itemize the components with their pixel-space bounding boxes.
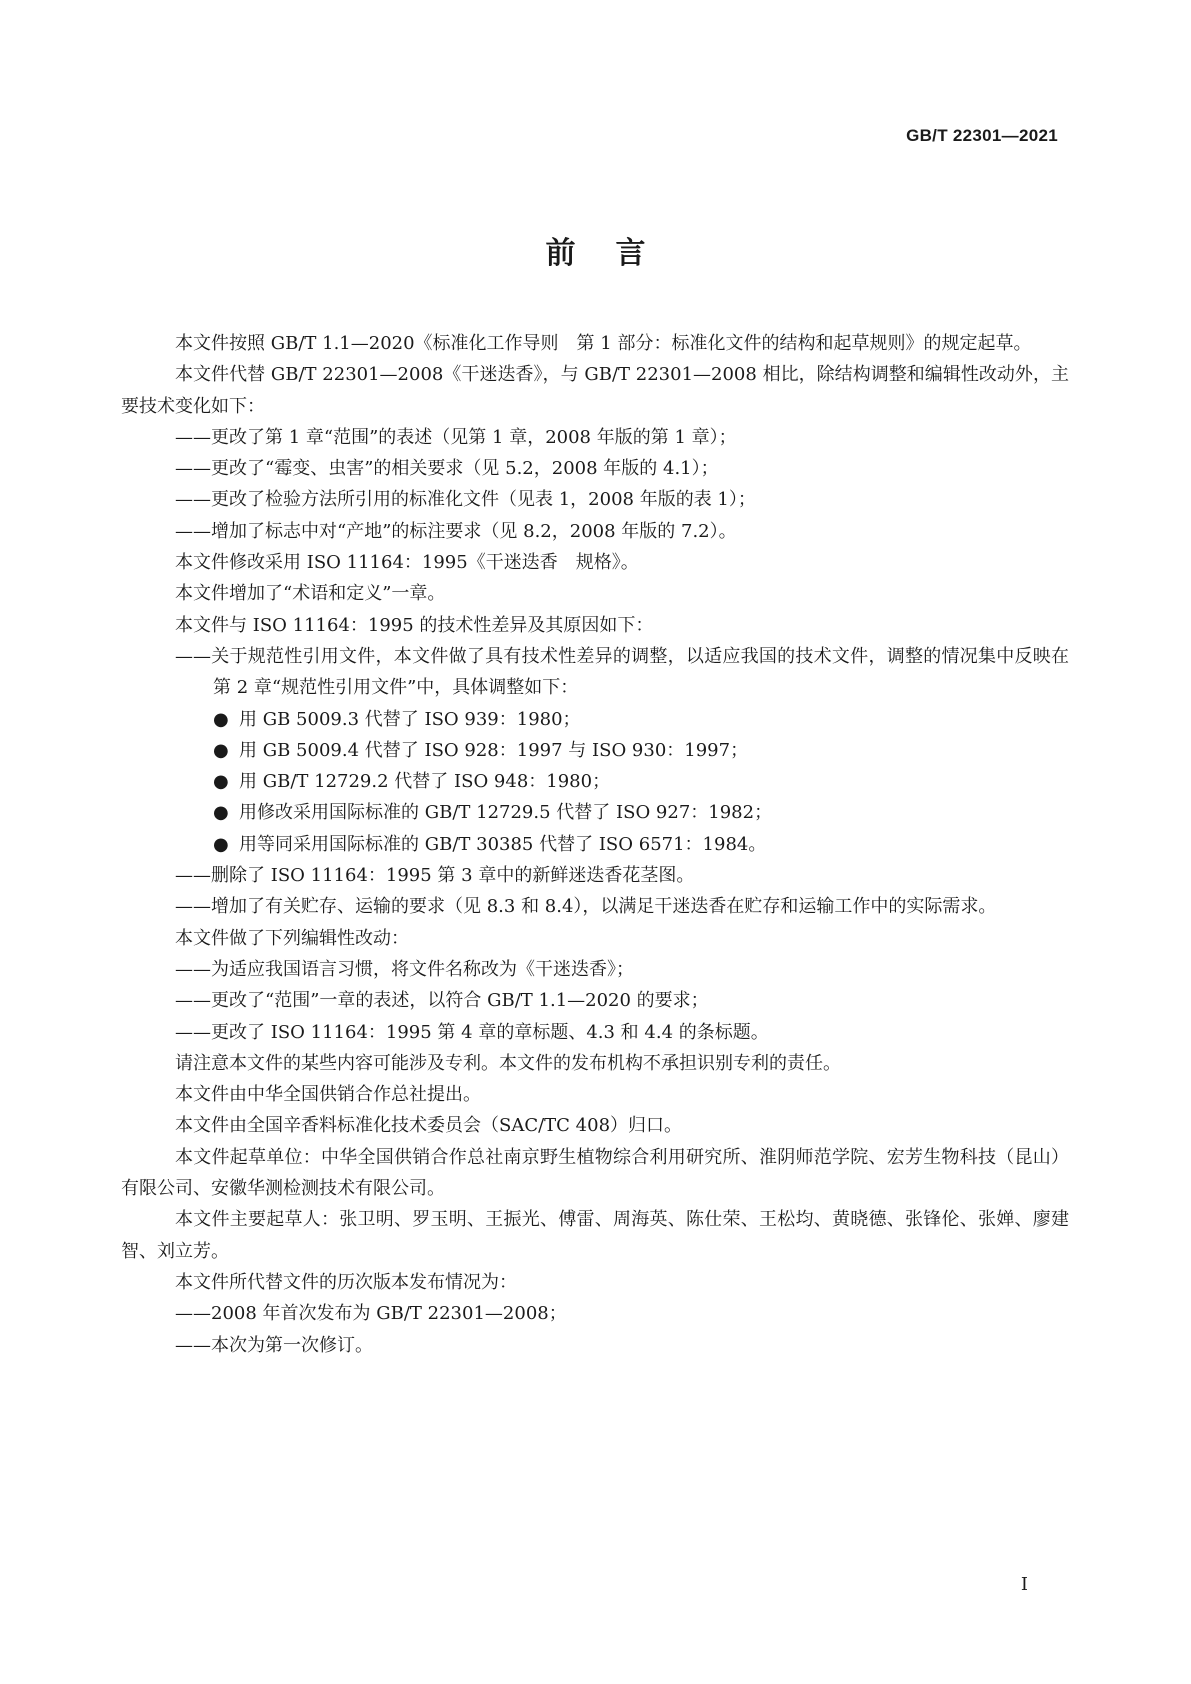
bullet-item [121, 829, 1069, 860]
bullet-item [121, 735, 1069, 766]
bullet-icon: ● [213, 771, 229, 793]
paragraph-editorial-changes: 本文件做了下列编辑性改动： [175, 927, 409, 949]
paragraph-drafters: 本文件主要起草人：张卫明、罗玉明、王振光、傅雷、周海英、陈仕荣、王松均、黄晓德、张锋伦、张婵、廖建智、刘立芳。 [121, 1209, 1069, 1262]
bullet-text: 用 GB 5009.4 代替了 ISO 928：1997 与 ISO 930：1997； [239, 739, 749, 761]
document-code: GB/T 22301—2021 [906, 126, 1058, 145]
change-item: ——更改了“霉变、虫害”的相关要求（见 5.2，2008 年版的 4.1）； [175, 458, 719, 480]
bullet-item [121, 704, 1069, 735]
paragraph-proposed-by: 本文件由中华全国供销合作总社提出。 [175, 1084, 481, 1106]
bullet-icon: ● [213, 739, 229, 761]
history-item: ——本次为第一次修订。 [175, 1334, 373, 1356]
bullet-item [121, 766, 1069, 797]
page-number: I [1020, 1574, 1028, 1595]
bullet-item [121, 797, 1069, 828]
change-item: ——增加了标志中对“产地”的标注要求（见 8.2，2008 年版的 7.2）。 [175, 520, 737, 542]
paragraph-drafting-rules: 本文件按照 GB/T 1.1—2020《标准化工作导则 第 1 部分：标准化文件的结构和起草规则》的规定起草。 [175, 333, 1032, 354]
page-title: 前言 [545, 236, 686, 271]
paragraph-replaces: 本文件代替 GB/T 22301—2008《干迷迭香》，与 GB/T 22301—2008 相比，除结构调整和编辑性改动外，主要技术变化如下： [121, 364, 1069, 417]
bullet-text: 用等同采用国际标准的 GB/T 30385 代替了 ISO 6571：1984。 [239, 833, 767, 855]
edit-item: ——更改了“范围”一章的表述，以符合 GB/T 1.1—2020 的要求； [175, 990, 709, 1012]
paragraph-differences: 本文件与 ISO 11164：1995 的技术性差异及其原因如下： [175, 614, 654, 636]
edit-item: ——为适应我国语言习惯，将文件名称改为《干迷迭香》； [175, 958, 634, 980]
bullet-text: 用 GB 5009.3 代替了 ISO 939：1980； [239, 708, 581, 730]
change-item: ——更改了检验方法所引用的标准化文件（见表 1，2008 年版的表 1）； [175, 489, 756, 511]
edit-item: ——更改了 ISO 11164：1995 第 4 章的章标题、4.3 和 4.4 的条标题。 [175, 1021, 769, 1043]
paragraph-history: 本文件所代替文件的历次版本发布情况为： [175, 1271, 517, 1293]
change-item: ——更改了第 1 章“范围”的表述（见第 1 章，2008 年版的第 1 章）； [175, 426, 737, 448]
difference-item: ——删除了 ISO 11164：1995 第 3 章中的新鲜迷迭香花茎图。 [175, 865, 695, 887]
paragraph-drafting-units: 本文件起草单位：中华全国供销合作总社南京野生植物综合利用研究所、淮阴师范学院、宏芳生物科技（昆山）有限公司、安徽华测检测技术有限公司。 [121, 1146, 1069, 1200]
paragraph-patent-notice: 请注意本文件的某些内容可能涉及专利。本文件的发布机构不承担识别专利的责任。 [175, 1052, 841, 1074]
foreword-body [121, 328, 1069, 1361]
difference-item: ——增加了有关贮存、运输的要求（见 8.3 和 8.4），以满足干迷迭香在贮存和运输工作中的实际需求。 [175, 896, 997, 918]
bullet-icon: ● [213, 833, 229, 855]
bullet-text: 用 GB/T 12729.2 代替了 ISO 948：1980； [239, 771, 611, 793]
history-item: ——2008 年首次发布为 GB/T 22301—2008； [175, 1303, 567, 1325]
difference-intro: ——关于规范性引用文件，本文件做了具有技术性差异的调整，以适应我国的技术文件，调整的情况集中反映在第 2 章“规范性引用文件”中，具体调整如下： [175, 645, 1069, 699]
paragraph-under-jurisdiction: 本文件由全国辛香料标准化技术委员会（SAC/TC 408）归口。 [175, 1115, 683, 1137]
bullet-text: 用修改采用国际标准的 GB/T 12729.5 代替了 ISO 927：1982； [239, 802, 773, 824]
bullet-icon: ● [213, 802, 229, 824]
paragraph-terms-added: 本文件增加了“术语和定义”一章。 [175, 583, 446, 605]
paragraph-modified-adoption: 本文件修改采用 ISO 11164：1995《干迷迭香 规格》。 [175, 552, 639, 574]
bullet-icon: ● [213, 708, 229, 730]
